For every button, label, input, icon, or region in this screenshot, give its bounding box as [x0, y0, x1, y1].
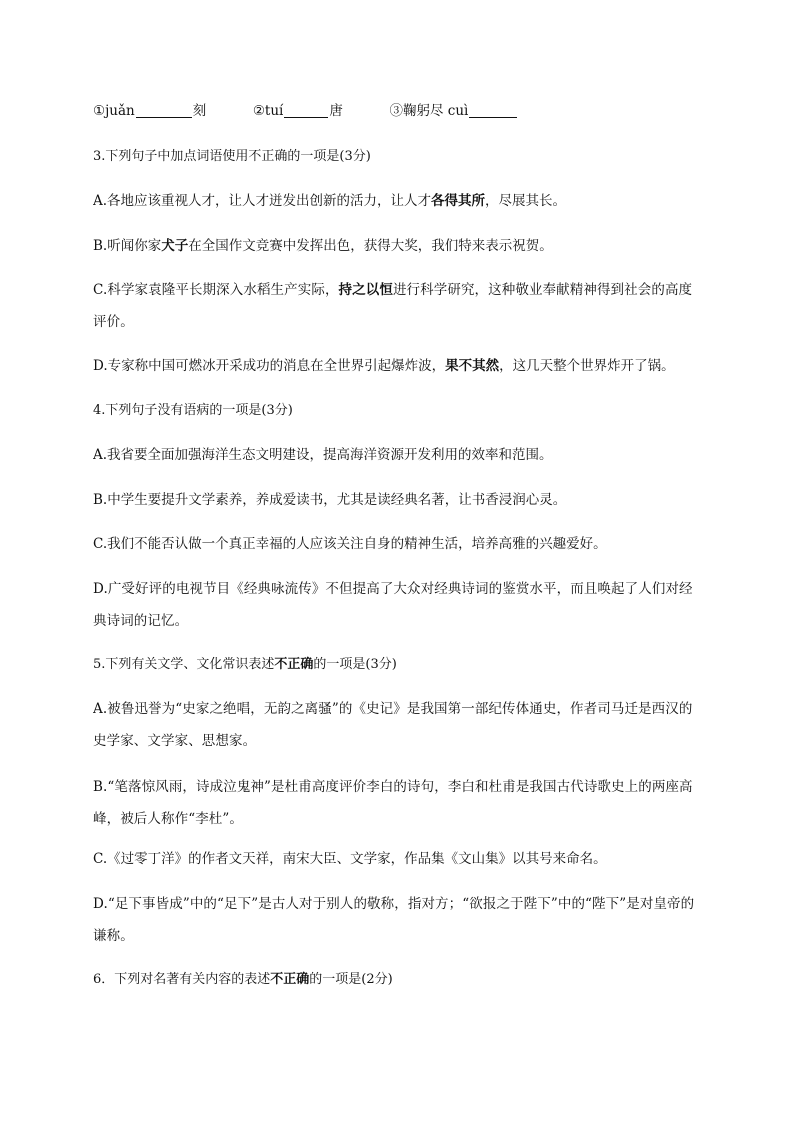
question-4-stem: 4.下列句子没有语病的一项是(3分) — [93, 403, 293, 418]
question-5-option-b: B.“笔落惊风雨，诗成泣鬼神”是杜甫高度评价李白的诗句，李白和杜甫是我国古代诗歌史上的两座高峰，被后人称作“李杜”。 — [93, 779, 693, 827]
pinyin-item-3-prefix: ③鞠躬尽 cuì — [389, 103, 469, 119]
blank-2[interactable] — [284, 103, 328, 118]
pinyin-item-3 — [389, 103, 518, 119]
question-3-option-c — [93, 274, 705, 338]
question-6-stem-keyword: 不正确 — [270, 972, 310, 987]
question-6-stem-text: 6．下列对名著有关内容的表述 — [93, 972, 271, 987]
question-5-option-c: C.《过零丁洋》的作者文天祥，南宋大臣、文学家，作品集《文山集》以其号来命名。 — [93, 851, 607, 867]
question-4-option-c: C.我们不能否认做一个真正幸福的人应该关注自身的精神生活，培养高雅的兴趣爱好。 — [93, 536, 607, 552]
question-5-stem — [93, 654, 705, 676]
option-d-keyword: 果不其然 — [445, 358, 500, 374]
question-3-stem: 3.下列句子中加点词语使用不正确的一项是(3分) — [93, 149, 371, 164]
question-3-option-d — [93, 355, 705, 377]
option-b-keyword: 犬子 — [161, 238, 189, 254]
option-b-text: B.听闻你家 — [93, 238, 162, 254]
pinyin-item-1-suffix: 刻 — [192, 103, 207, 119]
question-5-stem-end: 的一项是(3分) — [313, 657, 397, 672]
option-a-keyword: 各得其所 — [431, 193, 486, 209]
option-b-text-end: 在全国作文竞赛中发挥出色，获得大奖，我们特来表示祝贺。 — [188, 238, 553, 254]
option-c-keyword: 持之以恒 — [338, 282, 393, 298]
pinyin-item-2 — [253, 103, 347, 119]
option-c-text: C.科学家袁隆平长期深入水稻生产实际， — [93, 282, 339, 298]
pinyin-item-2-prefix: ②tuí — [252, 103, 284, 119]
question-6-stem — [93, 969, 705, 991]
question-5-stem-text: 5.下列有关文学、文化常识表述 — [93, 657, 275, 672]
option-c-text-end: 进行科学研究，这种敬业奉献精神得到社会的高度评价。 — [93, 282, 693, 330]
pinyin-item-2-suffix: 唐 — [329, 103, 343, 119]
question-6-stem-end: 的一项是(2分) — [309, 972, 393, 987]
question-4-option-b: B.中学生要提升文学素养，养成爱读书，尤其是读经典名著，让书香浸润心灵。 — [93, 492, 567, 508]
question-3-option-b — [93, 235, 705, 257]
option-a-text: A.各地应该重视人才，让人才迸发出创新的活力，让人才 — [93, 193, 432, 209]
blank-3[interactable] — [469, 103, 517, 118]
question-4-option-d: D.广受好评的电视节目《经典咏流传》不但提高了大众对经典诗词的鉴赏水平，而且唤起了人们对经典诗词的记忆。 — [93, 581, 693, 629]
question-5-option-a: A.被鲁迅誉为“史家之绝唱，无韵之离骚”的《史记》是我国第一部纪传体通史，作者司马迁是西汉的史学家、文学家、思想家。 — [93, 701, 693, 749]
question-4-option-a: A.我省要全面加强海洋生态文明建设，提高海洋资源开发利用的效率和范围。 — [93, 447, 553, 463]
pinyin-item-1 — [93, 103, 211, 119]
question-5-option-d: D.“足下事皆成”中的“足下”是古人对于别人的敬称，指对方；“欲报之于陛下”中的“陛下”是对皇帝的谦称。 — [93, 896, 695, 944]
option-a-text-end: ，尽展其长。 — [485, 193, 567, 209]
blank-1[interactable] — [136, 103, 192, 118]
pinyin-item-1-prefix: ①juǎn — [93, 103, 135, 119]
pinyin-row — [93, 100, 705, 122]
option-d-text: D.专家称中国可燃冰开采成功的消息在全世界引起爆炸波， — [93, 358, 446, 374]
option-d-text-end: ，这几天整个世界炸开了锅。 — [499, 358, 675, 374]
question-3-option-a — [93, 190, 705, 212]
question-5-stem-keyword: 不正确 — [274, 657, 314, 672]
